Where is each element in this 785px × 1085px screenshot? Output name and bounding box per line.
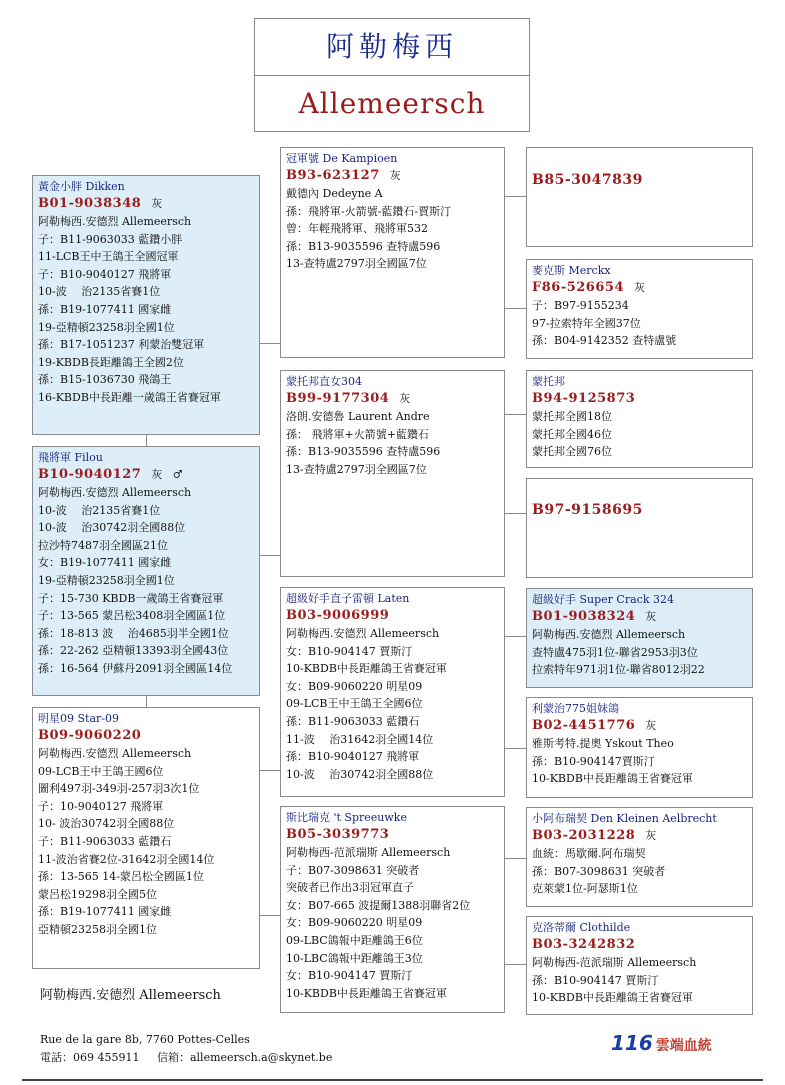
pedigree-line: 子：B97-9155234 xyxy=(532,299,629,312)
pedigree-line: 女：B19-1077411 國家雌 xyxy=(38,556,172,570)
pedigree-line: 10-波 治30742羽全國88位 xyxy=(286,767,434,781)
pedigree-line: 蒙呂松19298羽全國5位 xyxy=(38,887,157,901)
pedigree-line: 女：B07-665 波提爾1388羽聯省2位 xyxy=(286,898,471,912)
ring-number: B03-9006999 xyxy=(286,608,390,623)
pedigree-line: 圖利497羽-349羽-257羽3次1位 xyxy=(38,782,200,796)
pedigree-line: 孫：B04-9142352 查特盧號 xyxy=(532,334,677,348)
pigeon-card-sds xyxy=(526,370,753,468)
ring-number: B03-3242832 xyxy=(532,937,636,952)
pedigree-line: 子：B07-3098631 突破者 xyxy=(286,863,420,877)
connector-line xyxy=(504,196,526,197)
pedigree-line: 突破者已作出3羽冠軍直子 xyxy=(286,881,414,895)
pigeon-card-dss xyxy=(526,588,753,688)
pedigree-line: 19-KBDB長距離鴿王全國2位 xyxy=(38,355,184,369)
color-label: 灰 xyxy=(645,829,657,842)
pedigree-line: 亞精頓23258羽全國1位 xyxy=(38,922,157,936)
pedigree-line: 09-LCB王中王鴿王全國6位 xyxy=(286,697,423,711)
email-label: 信箱： xyxy=(156,1051,190,1064)
phone-number: 069 455911 xyxy=(73,1051,140,1064)
pedigree-line: 11-波 治31642羽全國14位 xyxy=(286,732,434,746)
pedigree-line: 孫：B17-1051237 利蒙治雙冠軍 xyxy=(38,338,205,352)
pigeon-card-dam xyxy=(32,707,260,969)
contact-line xyxy=(40,1049,332,1067)
connector-line xyxy=(504,964,526,965)
pedigree-line: 阿勒梅西.安德烈 Allemeersch xyxy=(38,215,192,228)
pedigree-line: 10-波 治2135省賽1位 xyxy=(38,285,161,299)
pedigree-line: 13-查特盧2797羽全國區7位 xyxy=(286,462,427,476)
pedigree-line: 10-波 治30742羽全國88位 xyxy=(38,521,186,535)
color-label: 灰 xyxy=(151,197,163,210)
connector-line xyxy=(259,915,281,916)
pigeon-card-sdd xyxy=(526,478,753,578)
pedigree-line: 10-波 治2135省賽1位 xyxy=(38,503,161,517)
ring-number: B01-9038324 xyxy=(532,609,636,624)
pedigree-line: 女：B10-904147 賈斯汀 xyxy=(286,644,413,658)
ring-number: B97-9158695 xyxy=(532,502,643,518)
pigeon-name: 克洛蒂爾 Clothilde xyxy=(532,921,631,934)
connector-line xyxy=(504,748,526,749)
color-label: 灰 xyxy=(151,468,163,481)
pedigree-line: 拉索特年971羽1位-聯省8012羽22 xyxy=(532,663,705,677)
pedigree-line: 子：13-565 蒙呂松3408羽全國區1位 xyxy=(38,609,226,623)
pedigree-line: 09-LBC鴿報中距離鴿王6位 xyxy=(286,933,423,947)
ring-number: B93-623127 xyxy=(286,168,380,183)
title-latin: Allemeersch xyxy=(298,87,486,120)
pedigree-line: 阿勒梅西.安德烈 Allemeersch xyxy=(38,747,192,760)
pedigree-line: 孫：16-564 伊蘇丹2091羽全國區14位 xyxy=(38,661,233,675)
pigeon-name: 利蒙治775姐妹鴿 xyxy=(532,702,619,715)
pedigree-line: 孫：13-565 14-蒙呂松全國區1位 xyxy=(38,870,204,884)
pedigree-line: 子：10-9040127 飛將軍 xyxy=(38,799,164,813)
pigeon-card-ddd xyxy=(526,916,753,1015)
ring-row xyxy=(532,827,747,845)
pedigree-line: 阿勒梅西-范派瑞斯 Allemeersch xyxy=(286,846,451,859)
connector-line xyxy=(259,555,281,556)
pigeon-name: 明星09 Star-09 xyxy=(38,712,119,725)
pigeon-name: 飛將軍 Filou xyxy=(38,451,103,464)
logo-text: 雲端血統 xyxy=(655,1038,712,1054)
footer-divider xyxy=(22,1079,763,1081)
pedigree-line: 曾：年輕飛將軍、飛將軍532 xyxy=(286,222,428,236)
pigeon-card-dd xyxy=(280,806,505,1013)
pigeon-name: 超級好手 Super Crack 324 xyxy=(532,593,674,606)
pigeon-name: 蒙托邦直女304 xyxy=(286,375,362,388)
connector-line xyxy=(504,513,526,514)
pigeon-card-ssd xyxy=(526,259,753,359)
ring-number: B94-9125873 xyxy=(532,391,636,406)
pigeon-card-ss xyxy=(280,147,505,358)
pedigree-line: 子：B11-9063033 藍鑽石 xyxy=(38,834,172,848)
pigeon-card-sd xyxy=(280,370,505,577)
ring-number: B09-9060220 xyxy=(38,728,142,743)
color-label: 灰 xyxy=(634,281,646,294)
ring-number: B85-3047839 xyxy=(532,172,643,188)
pigeon-name: 黃金小胖 Dikken xyxy=(38,180,125,193)
connector-line xyxy=(504,858,526,859)
pedigree-line: 10-KBDB中長距離鴿王省賽冠軍 xyxy=(286,662,447,676)
pedigree-line: 蒙托邦全國18位 xyxy=(532,410,612,423)
ring-row xyxy=(286,826,499,844)
pedigree-line: 孫： 飛將軍+火箭號+藍鑽石 xyxy=(286,427,429,441)
pedigree-line: 10-KBDB中長距離鴿王省賽冠軍 xyxy=(532,991,693,1005)
pedigree-line: 10-LBC鴿報中距離鴿王3位 xyxy=(286,951,423,965)
pedigree-line: 孫：22-262 亞精頓13393羽全國43位 xyxy=(38,644,229,658)
pedigree-line: 拉沙特7487羽全國區21位 xyxy=(38,538,168,552)
pigeon-card-sss xyxy=(526,147,753,247)
ring-number: F86-526654 xyxy=(532,280,624,295)
pedigree-line: 10- 波治30742羽全國88位 xyxy=(38,817,175,831)
color-label: 灰 xyxy=(645,610,657,623)
pedigree-line: 女：B09-9060220 明星09 xyxy=(286,916,423,930)
color-label: 灰 xyxy=(645,719,657,732)
ring-row xyxy=(532,717,747,735)
title-box xyxy=(254,18,530,132)
ring-row xyxy=(532,390,747,408)
pedigree-line: 97-拉索特年全國37位 xyxy=(532,316,641,330)
pigeon-name: 蒙托邦 xyxy=(532,375,565,388)
ring-number: B02-4451776 xyxy=(532,718,636,733)
ring-number: B05-3039773 xyxy=(286,827,390,842)
pedigree-line: 孫：B19-1077411 國家雌 xyxy=(38,302,172,316)
pedigree-line: 克萊蒙1位-阿瑟斯1位 xyxy=(532,882,638,896)
logo-number: 116 xyxy=(611,1031,653,1055)
pedigree-line: 子：15-730 KBDB一歲鴿王省賽冠軍 xyxy=(38,591,224,605)
pigeon-name: 小阿布瑞契 Den Kleinen Aelbrecht xyxy=(532,812,717,825)
pedigree-line: 阿勒梅西-范派瑞斯 Allemeersch xyxy=(532,956,697,969)
ring-number: B01-9038348 xyxy=(38,196,142,211)
connector-line xyxy=(146,434,147,446)
pedigree-line: 13-查特盧2797羽全國區7位 xyxy=(286,257,427,271)
ring-row xyxy=(286,167,499,185)
connector-line xyxy=(504,414,526,415)
connector-line xyxy=(504,636,526,637)
pedigree-line: 11-波治省賽2位-31642羽全國14位 xyxy=(38,852,215,866)
ring-row xyxy=(38,195,254,213)
pedigree-line: 戴德內 Dedeyne A xyxy=(286,187,383,200)
pedigree-line: 阿勒梅西.安德烈 Allemeersch xyxy=(38,486,192,499)
connector-line xyxy=(259,343,281,344)
pedigree-line: 女：B09-9060220 明星09 xyxy=(286,679,423,693)
color-label: 灰 xyxy=(399,392,411,405)
ring-row xyxy=(532,279,747,297)
pedigree-line: 孫：B13-9035596 查特盧596 xyxy=(286,239,441,253)
pigeon-name: 冠軍號 De Kampioen xyxy=(286,152,398,165)
pedigree-line: 蒙托邦全國46位 xyxy=(532,427,612,441)
connector-line xyxy=(146,695,147,707)
ring-number: B99-9177304 xyxy=(286,391,390,406)
pedigree-line: 阿勒梅西.安德烈 Allemeersch xyxy=(286,627,440,640)
pedigree-line: 11-LCB王中王鴿王全國冠軍 xyxy=(38,250,179,264)
pedigree-line: 孫：B19-1077411 國家雌 xyxy=(38,905,172,919)
pedigree-line: 子：B11-9063033 藍鑽小胖 xyxy=(38,232,183,246)
breeder-name: 阿勒梅西.安德烈 Allemeersch xyxy=(40,988,221,1003)
ring-row xyxy=(532,936,747,954)
email-address: allemeersch.a@skynet.be xyxy=(189,1051,333,1064)
ring-number: B10-9040127 xyxy=(38,467,142,482)
ring-row xyxy=(38,466,254,484)
pedigree-line: 女：B10-904147 賈斯汀 xyxy=(286,969,413,983)
pedigree-line: 孫：B11-9063033 藍鑽石 xyxy=(286,714,420,728)
pedigree-line: 阿勒梅西.安德烈 Allemeersch xyxy=(532,628,686,641)
pedigree-line: 孫：B15-1036730 飛鴿王 xyxy=(38,373,172,387)
pedigree-line: 09-LCB王中王鴿王國6位 xyxy=(38,764,164,778)
pedigree-line: 血統：馬歇爾.阿布瑞契 xyxy=(532,847,646,860)
address-text: Rue de la gare 8b, 7760 Pottes-Celles xyxy=(40,1033,250,1046)
pigeon-name: 超級好手直子雷頓 Laten xyxy=(286,592,410,605)
pedigree-line: 孫：B10-9040127 飛將軍 xyxy=(286,750,420,764)
pedigree-line: 10-KBDB中長距離鴿王省賽冠軍 xyxy=(532,772,693,786)
pedigree-line: 雅斯考特.提奧 Yskout Theo xyxy=(532,737,674,750)
title-chinese: 阿勒梅西 xyxy=(255,19,529,76)
male-icon: ♂ xyxy=(172,468,184,481)
pedigree-line: 16-KBDB中長距離一歲鴿王省賽冠軍 xyxy=(38,390,221,404)
pedigree-line: 孫：B10-904147 賈斯汀 xyxy=(532,973,659,987)
ring-row xyxy=(286,607,499,625)
pedigree-line: 蒙托邦全國76位 xyxy=(532,445,612,459)
color-label: 灰 xyxy=(389,169,402,182)
pedigree-line: 查特盧475羽1位-聯省2953羽3位 xyxy=(532,645,698,659)
pedigree-line: 19-亞精頓23258羽全國1位 xyxy=(38,320,175,334)
pigeon-name: 斯比瑞克 't Spreeuwke xyxy=(286,811,407,824)
pedigree-line: 洛朗.安德魯 Laurent Andre xyxy=(286,410,430,423)
ring-row xyxy=(286,390,499,408)
connector-line xyxy=(259,770,281,771)
pedigree-line: 子：B10-9040127 飛將軍 xyxy=(38,267,172,281)
connector-line xyxy=(504,308,526,309)
pedigree-line: 孫：B10-904147賈斯汀 xyxy=(532,754,655,768)
footer-contact xyxy=(40,1031,332,1067)
pigeon-card-son xyxy=(32,446,260,696)
phone-label: 電話： xyxy=(40,1051,73,1064)
pigeon-card-dds xyxy=(526,807,753,907)
pedigree-line: 孫：B13-9035596 查特盧596 xyxy=(286,445,441,459)
ring-row xyxy=(532,608,747,626)
pedigree-line: 孫：B07-3098631 突破者 xyxy=(532,864,666,878)
pigeon-card-sire xyxy=(32,175,260,435)
brand-logo xyxy=(611,1031,721,1057)
pedigree-line: 10-KBDB中長距離鴿王省賽冠軍 xyxy=(286,986,447,1000)
pedigree-line: 19-亞精頓23258羽全國1位 xyxy=(38,573,175,587)
pigeon-card-ds xyxy=(280,587,505,797)
ring-row xyxy=(38,727,254,745)
pigeon-card-dsd xyxy=(526,697,753,798)
pedigree-line: 孫：18-813 波 治4685羽半全國1位 xyxy=(38,626,229,640)
pedigree-line: 孫：飛將軍-火箭號-藍鑽石-賈斯汀 xyxy=(286,204,452,218)
pigeon-name: 麥克斯 Merckx xyxy=(532,264,611,277)
ring-number: B03-2031228 xyxy=(532,828,636,843)
